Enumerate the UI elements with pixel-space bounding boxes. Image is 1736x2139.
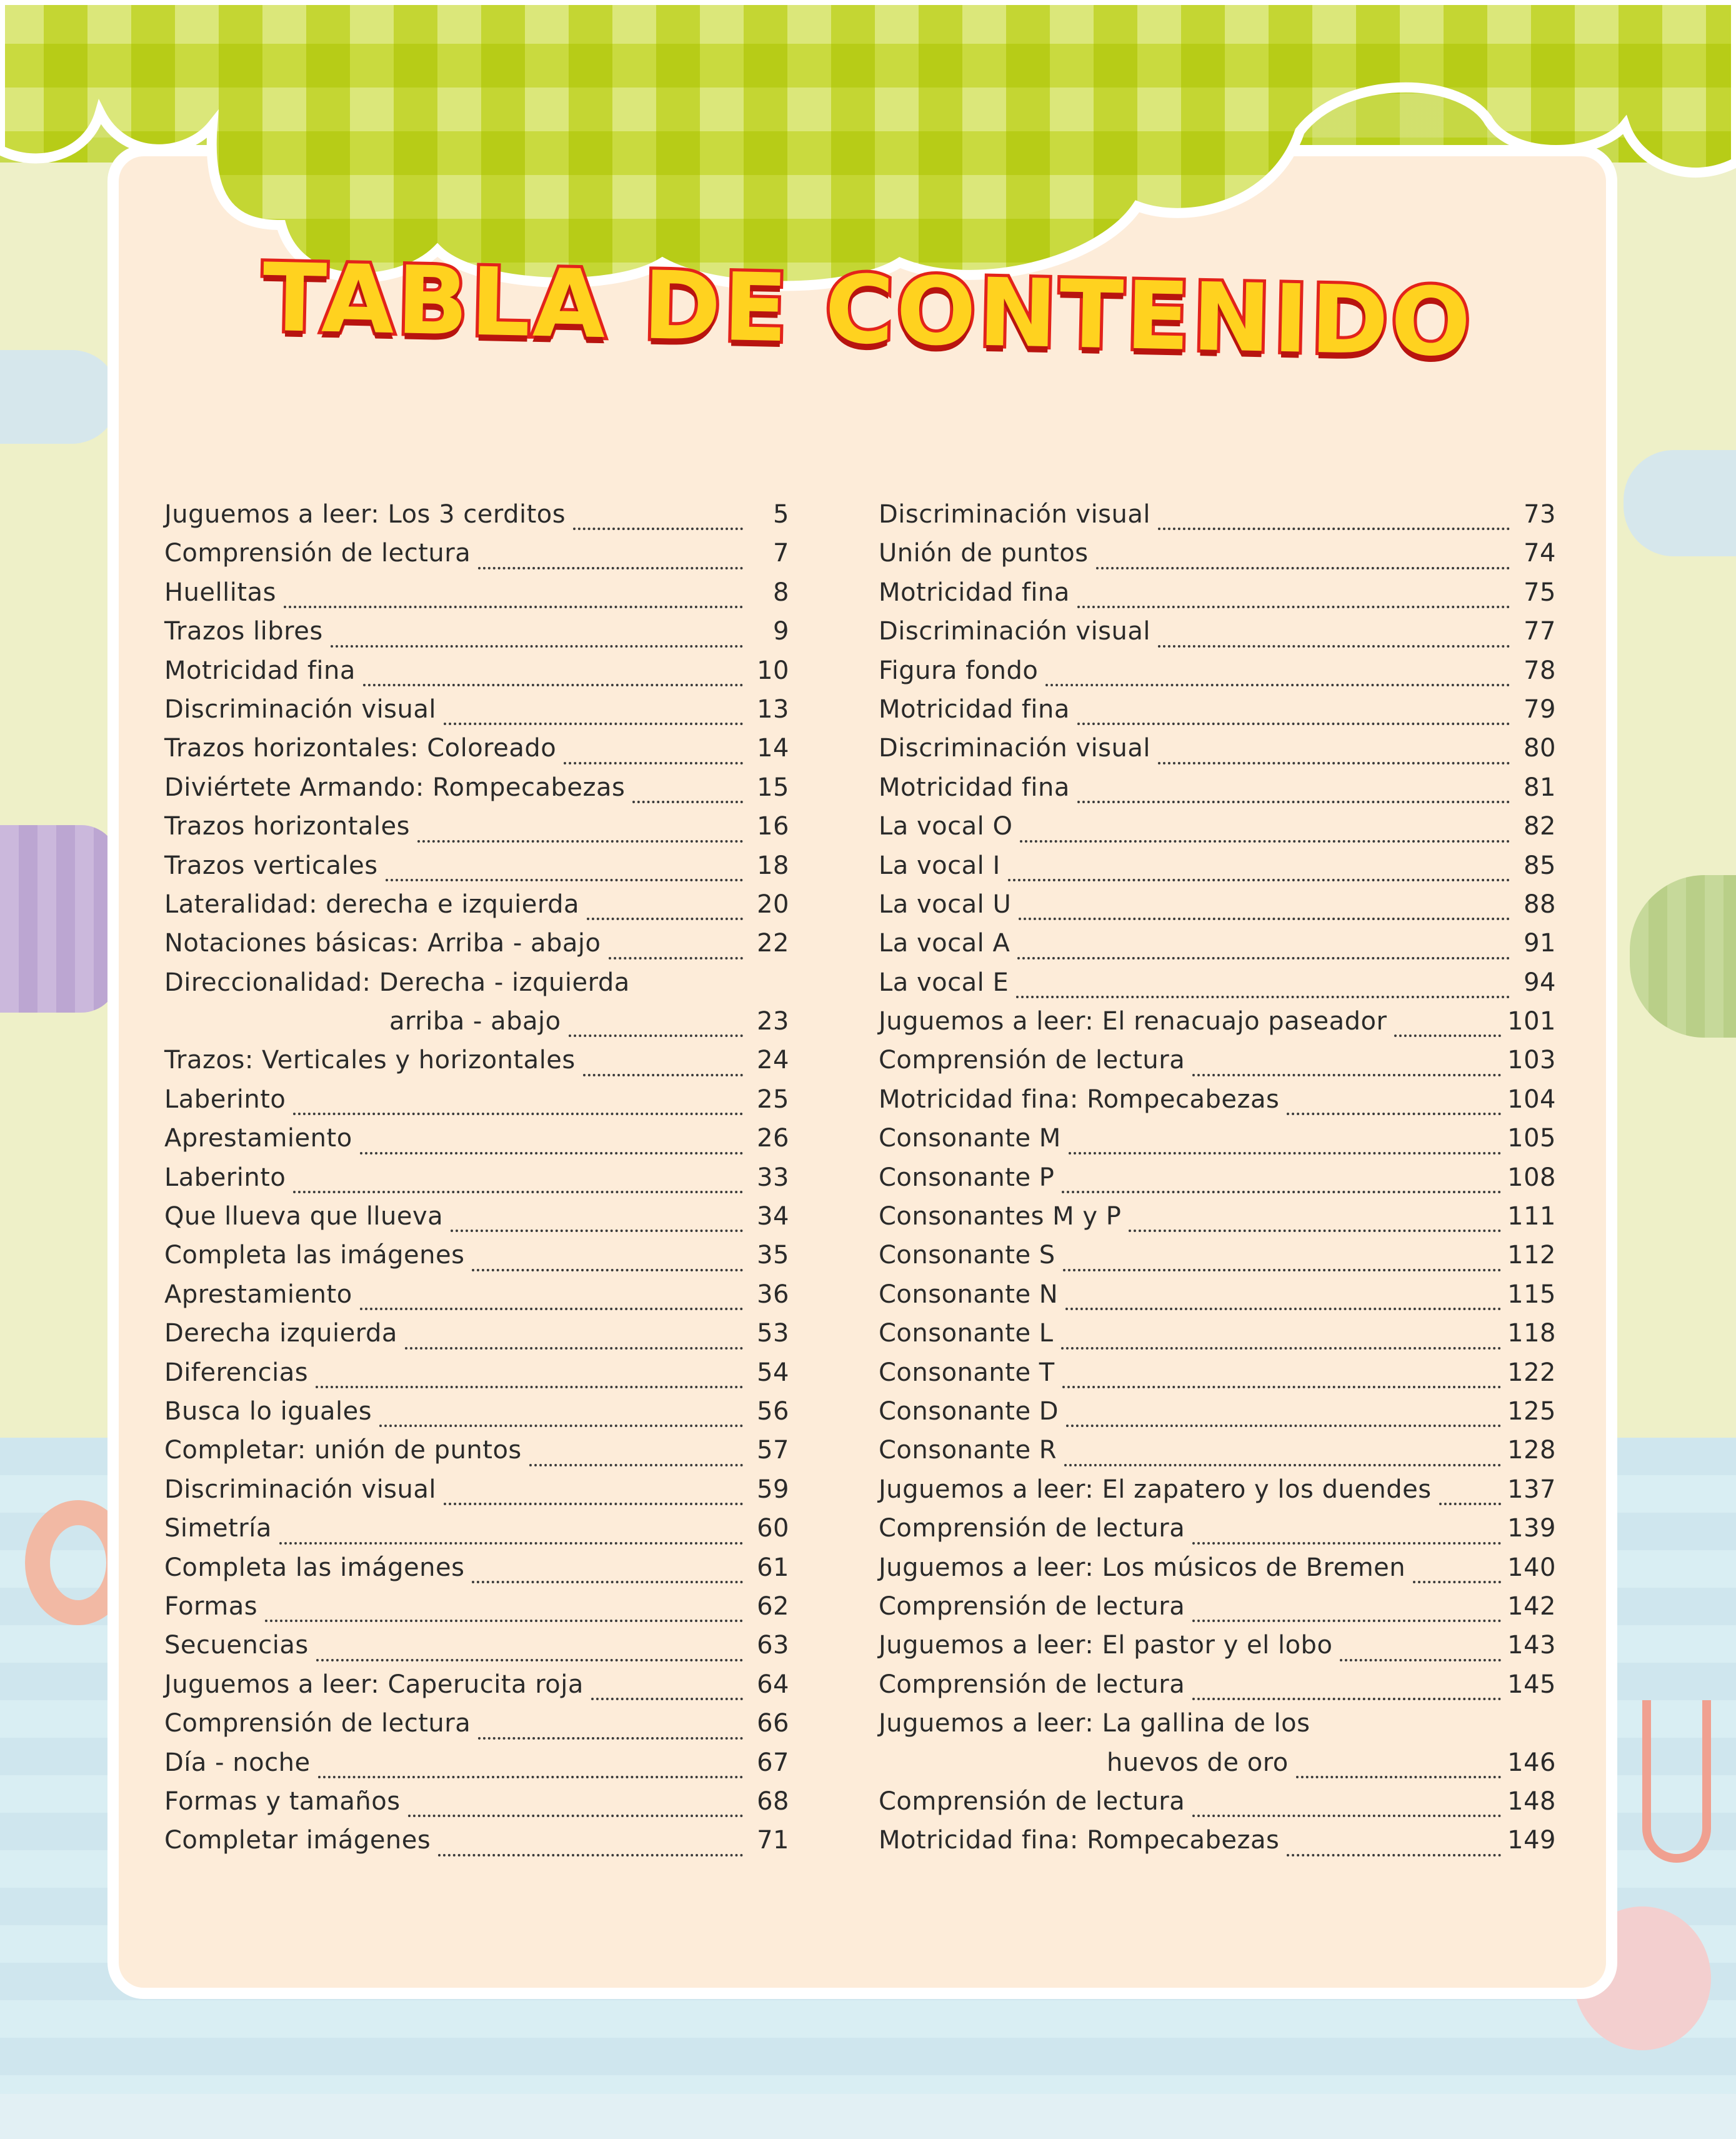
- toc-leader-dots: [360, 1308, 743, 1310]
- toc-entry-page-number: 105: [1507, 1124, 1556, 1153]
- toc-entry-page-number: 57: [757, 1436, 789, 1465]
- toc-leader-dots: [1413, 1581, 1501, 1583]
- toc-leader-dots: [1077, 723, 1510, 725]
- toc-entry-label: Trazos: Verticales y horizontales: [164, 1046, 576, 1075]
- toc-entry: [164, 1670, 789, 1709]
- toc-entry-page-number: 66: [757, 1709, 789, 1738]
- toc-entry: [164, 656, 789, 695]
- toc-entry-label: Comprensión de lectura: [879, 1670, 1185, 1699]
- toc-leader-dots: [405, 1347, 743, 1350]
- toc-entry: [879, 1124, 1556, 1163]
- toc-entry-label: Comprensión de lectura: [164, 1709, 471, 1738]
- toc-leader-dots: [408, 1815, 743, 1817]
- toc-entry-label: Comprensión de lectura: [879, 1514, 1185, 1543]
- toc-leader-dots: [1016, 996, 1510, 998]
- toc-entry: [164, 1436, 789, 1475]
- toc-entry-page-number: 36: [757, 1280, 789, 1309]
- toc-entry: [164, 578, 789, 617]
- toc-leader-dots: [587, 918, 743, 920]
- toc-entry-label: Completar: unión de puntos: [164, 1436, 522, 1465]
- toc-entry: [879, 1514, 1556, 1553]
- toc-entry: [164, 1709, 789, 1748]
- toc-leader-dots: [331, 645, 743, 648]
- toc-leader-dots: [444, 723, 743, 725]
- toc-entry: [879, 1670, 1556, 1709]
- page-title: TABLA DE CONTENIDO: [261, 243, 1475, 378]
- toc-entry-page-number: 7: [773, 539, 789, 568]
- toc-leader-dots: [1077, 606, 1510, 608]
- toc-entry: [879, 773, 1556, 812]
- toc-entry-page-number: 18: [757, 851, 789, 880]
- toc-entry: [164, 1202, 789, 1241]
- toc-entry-label: Unión de puntos: [879, 539, 1089, 568]
- toc-entry-page-number: 9: [773, 617, 789, 646]
- toc-leader-dots: [1066, 1425, 1501, 1427]
- toc-leader-dots: [1062, 1386, 1501, 1388]
- toc-entry-label: Juguemos a leer: Los músicos de Bremen: [879, 1553, 1406, 1582]
- toc-entry-label: Discriminación visual: [164, 1475, 436, 1504]
- toc-leader-dots: [472, 1269, 743, 1271]
- toc-entry: [164, 617, 789, 656]
- toc-leader-dots: [1065, 1308, 1501, 1310]
- toc-entry-label: La vocal I: [879, 851, 1000, 880]
- toc-entry: [164, 500, 789, 539]
- toc-entry-page-number: 60: [757, 1514, 789, 1543]
- toc-entry-label: La vocal U: [879, 889, 1012, 919]
- toc-entry-page-number: 61: [757, 1553, 789, 1582]
- toc-leader-dots: [438, 1854, 743, 1856]
- toc-entry: [164, 1787, 789, 1826]
- toc-entry-label: Comprensión de lectura: [164, 539, 471, 568]
- toc-leader-dots: [1069, 1152, 1501, 1155]
- title-container: [0, 243, 1736, 378]
- toc-leader-dots: [1129, 1230, 1501, 1232]
- toc-leader-dots: [386, 879, 743, 881]
- toc-entry-label: Aprestamiento: [164, 1124, 352, 1153]
- toc-entry-label: Juguemos a leer: Los 3 cerditos: [164, 500, 566, 529]
- toc-entry-page-number: 81: [1524, 773, 1556, 802]
- toc-leader-dots: [1061, 1347, 1502, 1350]
- toc-leader-dots: [284, 606, 743, 608]
- toc-entry: [164, 1475, 789, 1514]
- toc-entry: [879, 1826, 1556, 1865]
- toc-entry-page-number: 111: [1507, 1202, 1556, 1231]
- toc-leader-dots: [1008, 879, 1510, 881]
- toc-leader-dots: [1287, 1854, 1501, 1856]
- toc-entry-page-number: 103: [1507, 1046, 1556, 1075]
- toc-entry-page-number: 146: [1507, 1748, 1556, 1777]
- toc-entry-page-number: 108: [1507, 1163, 1556, 1192]
- toc-entry: [879, 851, 1556, 890]
- toc-leader-dots: [444, 1503, 743, 1505]
- toc-entry: [879, 968, 1556, 1007]
- toc-leader-dots: [472, 1581, 743, 1583]
- toc-entry-label: Trazos horizontales: [164, 812, 410, 841]
- toc-entry: [879, 1358, 1556, 1397]
- toc-entry-label: Trazos horizontales: Coloreado: [164, 734, 557, 763]
- toc-leader-dots: [1192, 1698, 1501, 1700]
- toc-entry-page-number: 125: [1507, 1396, 1556, 1426]
- toc-entry-label: Consonante S: [879, 1241, 1055, 1270]
- toc-entry-label: Secuencias: [164, 1631, 309, 1660]
- toc-leader-dots: [1296, 1776, 1501, 1778]
- toc-leader-dots: [293, 1191, 743, 1193]
- toc-entry-page-number: 145: [1507, 1670, 1556, 1699]
- toc-leader-dots: [265, 1620, 743, 1622]
- toc-leader-dots: [1020, 840, 1510, 843]
- toc-entry-page-number: 15: [757, 773, 789, 802]
- toc-leader-dots: [1077, 801, 1510, 803]
- toc-entry-page-number: 62: [757, 1591, 789, 1621]
- toc-entry: [879, 656, 1556, 695]
- toc-entry: [164, 539, 789, 578]
- toc-leader-dots: [279, 1542, 743, 1545]
- toc-entry-label: Completa las imágenes: [164, 1553, 465, 1582]
- toc-entry: [164, 1046, 789, 1085]
- toc-entry: [879, 617, 1556, 656]
- toc-entry: [164, 1358, 789, 1397]
- toc-leader-dots: [583, 1074, 743, 1076]
- toc-entry-page-number: 14: [757, 734, 789, 763]
- toc-entry: [164, 1085, 789, 1124]
- toc-leader-dots: [1017, 957, 1510, 959]
- toc-entry: [164, 1592, 789, 1631]
- toc-entry: [164, 1163, 789, 1202]
- toc-entry: [164, 1007, 789, 1046]
- toc-entry: [164, 1826, 789, 1865]
- toc-entry: [879, 695, 1556, 734]
- toc-entry: [879, 539, 1556, 578]
- toc-entry: [164, 1748, 789, 1787]
- toc-entry-label: Discriminación visual: [879, 617, 1150, 646]
- toc-entry-label: La vocal E: [879, 968, 1009, 997]
- toc-entry-page-number: 34: [757, 1202, 789, 1231]
- toc-entry-page-number: 10: [757, 656, 789, 685]
- toc-entry-page-number: 13: [757, 694, 789, 724]
- toc-entry-page-number: 91: [1524, 929, 1556, 958]
- toc-leader-dots: [478, 567, 743, 569]
- toc-entry: [164, 851, 789, 890]
- toc-entry-label: Consonante N: [879, 1280, 1059, 1309]
- toc-leader-dots: [451, 1230, 743, 1232]
- toc-entry-label: Aprestamiento: [164, 1280, 352, 1309]
- toc-leader-dots: [1192, 1542, 1501, 1545]
- toc-entry: [879, 578, 1556, 617]
- toc-entry-label: Motricidad fina: [879, 694, 1070, 724]
- toc-entry-label: Lateralidad: derecha e izquierda: [164, 889, 580, 919]
- toc-entry-label: Derecha izquierda: [164, 1319, 397, 1348]
- toc-entry-label: Que llueva que llueva: [164, 1202, 444, 1231]
- toc-leader-dots: [1019, 918, 1510, 920]
- toc-leader-dots: [1340, 1659, 1501, 1661]
- toc-leader-dots: [591, 1698, 743, 1700]
- toc-entry: [164, 695, 789, 734]
- toc-entry: [879, 1592, 1556, 1631]
- toc-entry: [879, 812, 1556, 851]
- toc-entry-label: Busca lo iguales: [164, 1396, 372, 1426]
- toc-entry: [879, 1748, 1556, 1787]
- toc-entry: [879, 1475, 1556, 1514]
- toc-entry-label: huevos de oro: [1107, 1748, 1289, 1777]
- toc-entry-page-number: 8: [773, 578, 789, 607]
- anchor-decoration: [1642, 1700, 1711, 1863]
- toc-entry-page-number: 20: [757, 889, 789, 919]
- toc-leader-dots: [1158, 762, 1510, 764]
- toc-entry-page-number: 118: [1507, 1319, 1556, 1348]
- toc-leader-dots: [569, 1034, 743, 1037]
- toc-entry-label: Direccionalidad: Derecha - izquierda: [164, 968, 630, 997]
- toc-entry-page-number: 149: [1507, 1826, 1556, 1855]
- toc-leader-dots: [1158, 645, 1510, 648]
- toc-entry: [164, 1124, 789, 1163]
- toc-leader-dots: [1045, 684, 1510, 686]
- toc-entry-label: Consonantes M y P: [879, 1202, 1122, 1231]
- toc-entry: [164, 1514, 789, 1553]
- toc-entry-page-number: 74: [1524, 539, 1556, 568]
- scalloped-awning: [0, 0, 1736, 300]
- toc-entry-label: Consonante T: [879, 1358, 1055, 1387]
- toc-entry: [879, 1046, 1556, 1085]
- toc-entry: [164, 734, 789, 773]
- toc-leader-dots: [573, 528, 743, 530]
- toc-entry: [879, 1163, 1556, 1202]
- toc-leader-dots: [417, 840, 743, 843]
- toc-entry-label: Laberinto: [164, 1085, 286, 1114]
- toc-entry-label: Diferencias: [164, 1358, 309, 1387]
- toc-leader-dots: [363, 684, 743, 686]
- life-ring-decoration: [25, 1500, 131, 1625]
- toc-entry: [879, 1280, 1556, 1319]
- toc-leader-dots: [1158, 528, 1510, 530]
- toc-entry-page-number: 73: [1524, 500, 1556, 529]
- toc-entry-page-number: 148: [1507, 1786, 1556, 1816]
- toc-entry-page-number: 5: [773, 500, 789, 529]
- toc-entry-page-number: 26: [757, 1124, 789, 1153]
- toc-entry-page-number: 68: [757, 1786, 789, 1816]
- toc-entry-label: Laberinto: [164, 1163, 286, 1192]
- toc-entry-label: Formas y tamaños: [164, 1786, 401, 1816]
- toc-entry-label: Consonante R: [879, 1436, 1057, 1465]
- toc-entry: [879, 1709, 1556, 1748]
- toc-entry-page-number: 115: [1507, 1280, 1556, 1309]
- toc-leader-dots: [564, 762, 743, 764]
- toc-entry-page-number: 75: [1524, 578, 1556, 607]
- toc-entry-label: Juguemos a leer: El renacuajo paseador: [879, 1007, 1387, 1036]
- toc-entry-label: Discriminación visual: [879, 734, 1150, 763]
- toc-entry-page-number: 142: [1507, 1591, 1556, 1621]
- toc-entry: [879, 929, 1556, 968]
- toc-entry: [879, 1319, 1556, 1358]
- toc-entry-page-number: 24: [757, 1046, 789, 1075]
- toc-leader-dots: [1192, 1620, 1501, 1622]
- toc-entry-label: Juguemos a leer: El zapatero y los duendes: [879, 1475, 1432, 1504]
- toc-leader-dots: [1287, 1113, 1501, 1115]
- toc-entry: [164, 1319, 789, 1358]
- toc-entry-page-number: 143: [1507, 1631, 1556, 1660]
- toc-entry-label: Comprensión de lectura: [879, 1786, 1185, 1816]
- toc-entry: [879, 1085, 1556, 1124]
- toc-entry-label: Formas: [164, 1591, 258, 1621]
- toc-entry-page-number: 77: [1524, 617, 1556, 646]
- toc-entry-label: Figura fondo: [879, 656, 1039, 685]
- toc-entry-label: Completar imágenes: [164, 1826, 431, 1855]
- toc-leader-dots: [609, 957, 743, 959]
- toc-entry-page-number: 128: [1507, 1436, 1556, 1465]
- toc-leader-dots: [478, 1737, 743, 1740]
- toc-entry: [879, 1241, 1556, 1280]
- toc-entry-page-number: 33: [757, 1163, 789, 1192]
- toc-entry: [879, 734, 1556, 773]
- toc-entry-page-number: 64: [757, 1670, 789, 1699]
- toc-leader-dots: [1062, 1191, 1501, 1193]
- toc-entry-label: Notaciones básicas: Arriba - abajo: [164, 929, 601, 958]
- toc-entry-page-number: 67: [757, 1748, 789, 1777]
- toc-entry: [879, 1436, 1556, 1475]
- toc-entry-label: Trazos libres: [164, 617, 323, 646]
- toc-entry: [164, 773, 789, 812]
- toc-entry: [164, 968, 789, 1007]
- toc-entry-label: Motricidad fina: [879, 578, 1070, 607]
- toc-entry-page-number: 54: [757, 1358, 789, 1387]
- toc-entry-page-number: 137: [1507, 1475, 1556, 1504]
- toc-entry-page-number: 56: [757, 1396, 789, 1426]
- toc-entry: [164, 890, 789, 929]
- toc-entry-page-number: 122: [1507, 1358, 1556, 1387]
- toc-entry: [879, 890, 1556, 929]
- toc-entry-label: Consonante M: [879, 1124, 1061, 1153]
- toc-entry-label: Motricidad fina: Rompecabezas: [879, 1826, 1280, 1855]
- toc-entry-page-number: 80: [1524, 734, 1556, 763]
- toc-left-column: [164, 500, 789, 1865]
- toc-entry: [164, 812, 789, 851]
- toc-entry-label: La vocal A: [879, 929, 1010, 958]
- toc-leader-dots: [632, 801, 743, 803]
- toc-entry-page-number: 79: [1524, 694, 1556, 724]
- toc-entry-label: Juguemos a leer: La gallina de los: [879, 1709, 1310, 1738]
- toc-entry-page-number: 94: [1524, 968, 1556, 997]
- toc-entry-label: Consonante P: [879, 1163, 1055, 1192]
- toc-entry-label: arriba - abajo: [389, 1007, 561, 1036]
- toc-entry-label: Huellitas: [164, 578, 276, 607]
- toc-leader-dots: [1192, 1074, 1501, 1076]
- toc-leader-dots: [316, 1386, 743, 1388]
- toc-entry-page-number: 139: [1507, 1514, 1556, 1543]
- toc-entry-page-number: 140: [1507, 1553, 1556, 1582]
- toc-entry-page-number: 59: [757, 1475, 789, 1504]
- toc-entry-label: Comprensión de lectura: [879, 1046, 1185, 1075]
- toc-leader-dots: [1394, 1034, 1501, 1037]
- toc-entry-label: Consonante L: [879, 1319, 1054, 1348]
- toc-entry-label: Motricidad fina: [879, 773, 1070, 802]
- toc-entry: [879, 500, 1556, 539]
- toc-entry-label: Juguemos a leer: El pastor y el lobo: [879, 1631, 1333, 1660]
- cloud-right-decoration: [1624, 450, 1736, 556]
- toc-entry-page-number: 23: [757, 1007, 789, 1036]
- purple-toy-decoration: [0, 825, 119, 1013]
- toc-leader-dots: [529, 1464, 743, 1466]
- toc-entry: [164, 1241, 789, 1280]
- toc-leader-dots: [293, 1113, 743, 1115]
- toc-entry-label: La vocal O: [879, 812, 1013, 841]
- toc-entry-label: Completa las imágenes: [164, 1241, 465, 1270]
- toc-right-column: [879, 500, 1556, 1865]
- toc-leader-dots: [1439, 1503, 1502, 1505]
- toc-entry-page-number: 53: [757, 1319, 789, 1348]
- toc-entry-label: Simetría: [164, 1514, 272, 1543]
- toc-leader-dots: [1096, 567, 1510, 569]
- toc-entry: [879, 1202, 1556, 1241]
- toc-entry-label: Motricidad fina: Rompecabezas: [879, 1085, 1280, 1114]
- toc-entry: [164, 1280, 789, 1319]
- toc-entry-page-number: 71: [757, 1826, 789, 1855]
- toc-entry-label: Consonante D: [879, 1396, 1059, 1426]
- toc-entry-page-number: 88: [1524, 889, 1556, 919]
- toc-entry: [879, 1631, 1556, 1670]
- toc-entry-page-number: 22: [757, 929, 789, 958]
- toc-entry: [879, 1397, 1556, 1436]
- toc-entry: [164, 929, 789, 968]
- toc-entry: [879, 1787, 1556, 1826]
- toc-entry-label: Motricidad fina: [164, 656, 356, 685]
- toc-entry-page-number: 63: [757, 1631, 789, 1660]
- toc-leader-dots: [1192, 1815, 1501, 1817]
- toc-entry-label: Discriminación visual: [879, 500, 1150, 529]
- toc-entry: [879, 1007, 1556, 1046]
- toc-entry-page-number: 16: [757, 812, 789, 841]
- toc-entry-page-number: 104: [1507, 1085, 1556, 1114]
- toc-entry-label: Diviértete Armando: Rompecabezas: [164, 773, 626, 802]
- background-bottom-strip: [0, 2094, 1736, 2139]
- toc-entry-page-number: 85: [1524, 851, 1556, 880]
- toc-entry-page-number: 82: [1524, 812, 1556, 841]
- toc-entry: [879, 1553, 1556, 1592]
- toc-entry-page-number: 101: [1507, 1007, 1556, 1036]
- toc-entry-page-number: 78: [1524, 656, 1556, 685]
- toc-entry-page-number: 25: [757, 1085, 789, 1114]
- toc-entry: [164, 1631, 789, 1670]
- toc-entry-label: Comprensión de lectura: [879, 1591, 1185, 1621]
- toc-leader-dots: [1064, 1464, 1501, 1466]
- toc-leader-dots: [1063, 1269, 1501, 1271]
- toc-entry-label: Trazos verticales: [164, 851, 378, 880]
- toc-entry-label: Día - noche: [164, 1748, 311, 1777]
- toc-entry-label: Juguemos a leer: Caperucita roja: [164, 1670, 584, 1699]
- toc-leader-dots: [379, 1425, 743, 1427]
- toc-entry-page-number: 112: [1507, 1241, 1556, 1270]
- toc-leader-dots: [318, 1776, 743, 1778]
- toc-leader-dots: [316, 1659, 743, 1661]
- toc-entry: [164, 1553, 789, 1592]
- toc-entry-label: Discriminación visual: [164, 694, 436, 724]
- toc-leader-dots: [360, 1152, 743, 1155]
- toc-entry: [164, 1397, 789, 1436]
- toc-entry-page-number: 35: [757, 1241, 789, 1270]
